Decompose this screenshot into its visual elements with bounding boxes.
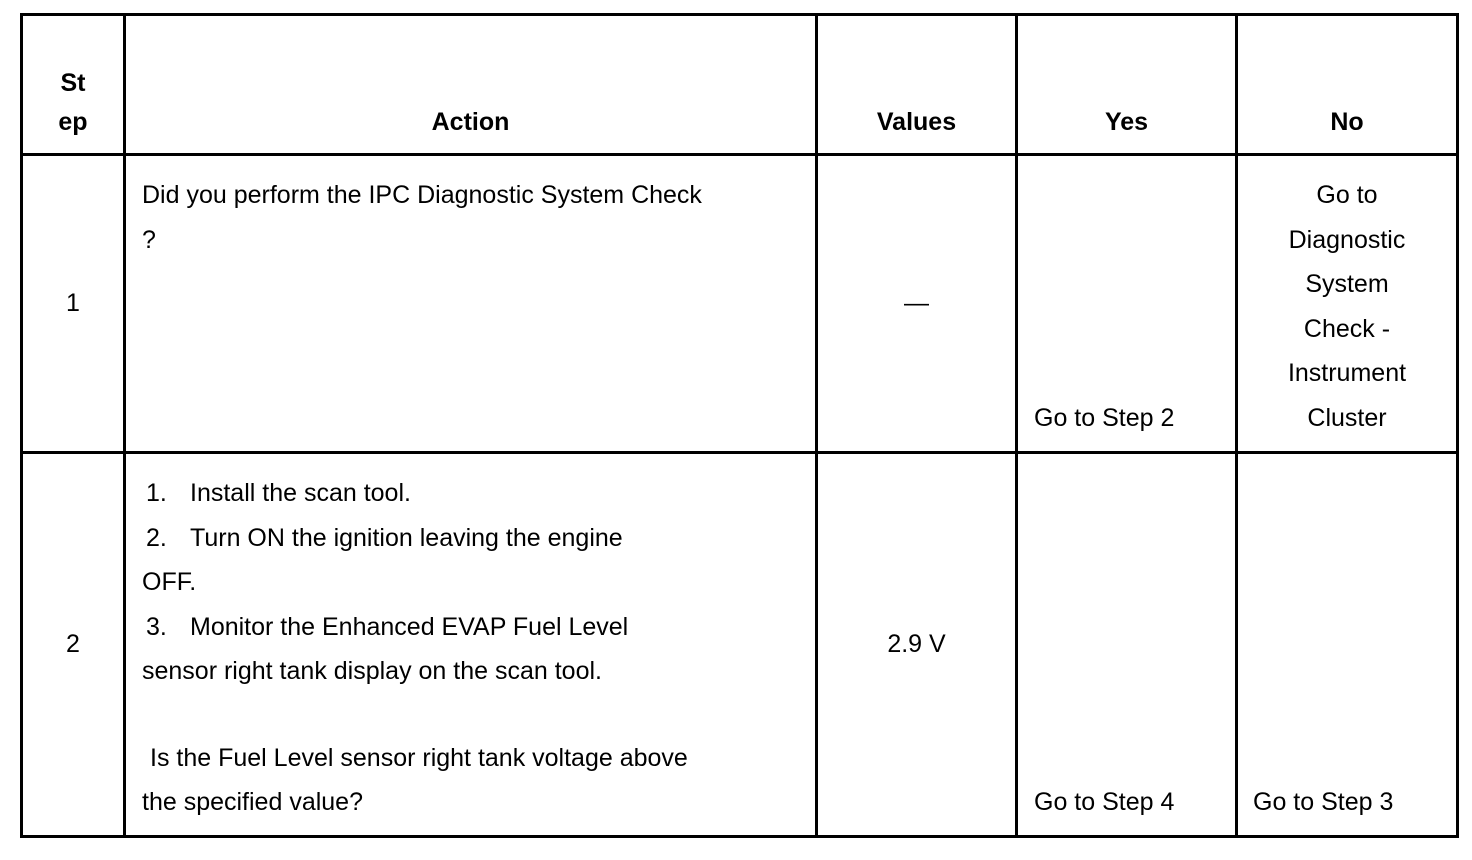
- action-step-text: Install the scan tool.: [190, 479, 411, 507]
- no-text-line: System: [1305, 270, 1389, 298]
- yes-cell: Go to Step 2: [1017, 155, 1237, 453]
- action-cell: [125, 155, 817, 453]
- action-step-number: 3.: [146, 612, 167, 641]
- no-text-line: Instrument: [1287, 359, 1407, 387]
- header-no: No: [1237, 15, 1458, 155]
- action-step-text-cont: sensor right tank display on the scan tool.: [142, 657, 602, 685]
- table-row: [22, 453, 1458, 837]
- action-step-text: Monitor the Enhanced EVAP Fuel Level: [190, 612, 629, 641]
- no-text-line: Check -: [1303, 314, 1391, 343]
- step-number: 1: [22, 155, 125, 453]
- action-step-item: [142, 471, 805, 516]
- no-text-line: Cluster: [1307, 403, 1387, 432]
- action-question-cont: the specified value?: [142, 788, 363, 816]
- action-text-cont: ?: [142, 225, 156, 254]
- yes-cell: Go to Step 4: [1017, 453, 1237, 837]
- action-step-text-cont: OFF.: [142, 568, 197, 596]
- header-step: [22, 15, 125, 155]
- diagnostic-table: [20, 13, 1459, 838]
- no-cell: Go to Step 3: [1237, 453, 1458, 837]
- header-values: Values: [817, 15, 1017, 155]
- action-text: Did you perform the IPC Diagnostic System Check: [142, 181, 702, 209]
- action-step-text: Turn ON the ignition leaving the engine: [190, 523, 623, 552]
- header-row: [22, 15, 1458, 155]
- values-cell: 2.9 V: [817, 453, 1017, 837]
- header-step-line1: St: [60, 69, 86, 97]
- no-text-line: Diagnostic: [1288, 225, 1406, 254]
- step-number: 2: [22, 453, 125, 837]
- header-step-line2: ep: [58, 108, 88, 136]
- header-action: Action: [125, 15, 817, 155]
- action-step-number: 1.: [146, 479, 167, 507]
- spacer: [142, 694, 805, 736]
- action-cell: [125, 453, 817, 837]
- action-question: Is the Fuel Level sensor right tank voltage above: [150, 743, 688, 772]
- action-step-number: 2.: [146, 523, 167, 552]
- action-step-item: [142, 605, 805, 650]
- table-row: [22, 155, 1458, 453]
- values-cell: —: [817, 155, 1017, 453]
- header-yes: Yes: [1017, 15, 1237, 155]
- no-cell: [1237, 155, 1458, 453]
- no-text-line: Go to: [1316, 181, 1378, 209]
- action-step-item: [142, 516, 805, 561]
